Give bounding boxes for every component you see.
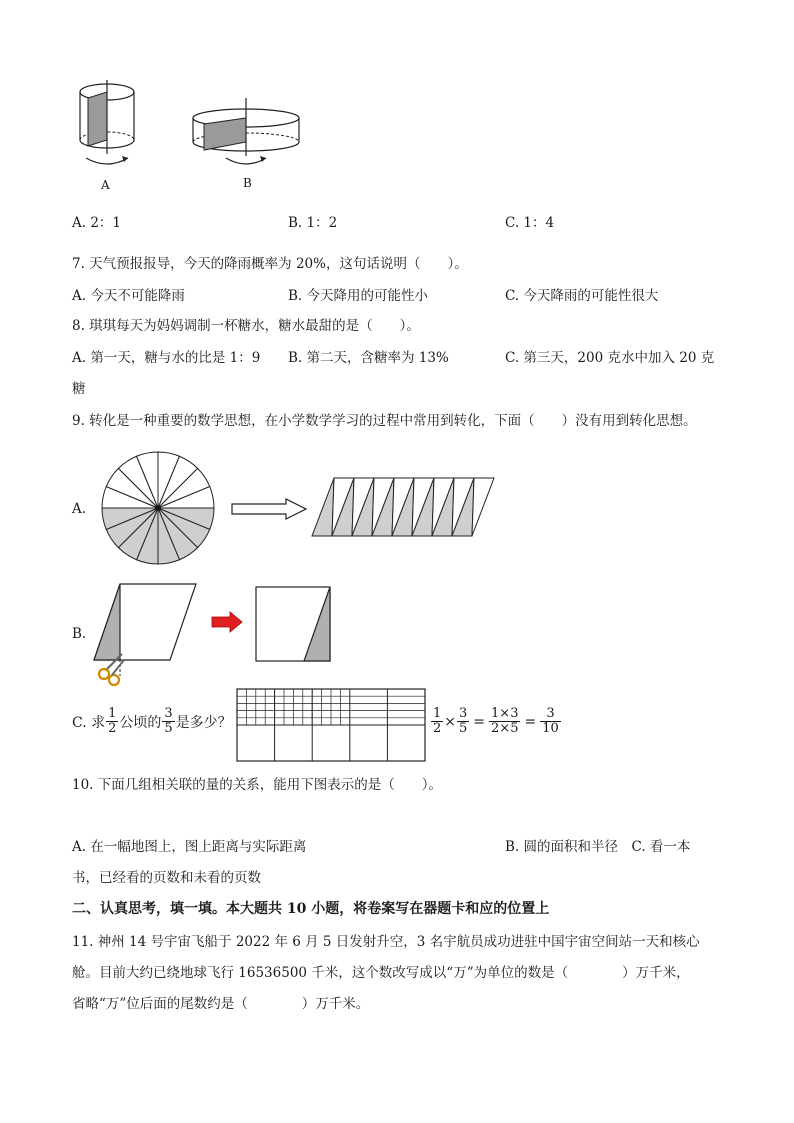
q8-option-c[interactable]: C. 第三天，200 克水中加入 20 克 — [505, 350, 715, 366]
q8-option-a[interactable]: A. 第一天，糖与水的比是 1：9 — [72, 350, 261, 366]
q7-option-c[interactable]: C. 今天降雨的可能性很大 — [505, 288, 659, 304]
q9-option-a-label[interactable]: A. — [72, 501, 87, 517]
sector-triangle-down — [472, 478, 494, 536]
q7-stem: 7. 天气预报报导，今天的降雨概率为 20%，这句话说明（ ）。 — [72, 256, 468, 272]
q9-c-prefix: C. 求 — [72, 714, 106, 731]
q11-line-1: 11. 神州 14 号宇宙飞船于 2022 年 6 月 5 日发射升空，3 名宇航员成功进驻中国宇宙空间站一天和核心 — [72, 934, 700, 950]
rectangle-result-figure — [255, 586, 335, 664]
figure-b-label: B — [243, 176, 252, 190]
equals-sign-2: = — [524, 713, 537, 730]
q10-option-c-continued: 书，已经看的页数和未看的页数 — [72, 870, 261, 886]
eq-fraction-1: $\frac{1}{2}$ — [433, 706, 442, 736]
transform-arrow — [230, 498, 310, 520]
q7-option-b[interactable]: B. 今天降用的可能性小 — [288, 288, 429, 304]
q9-option-b-label[interactable]: B. — [72, 626, 87, 642]
q9-c-suffix: 是多少？ — [175, 714, 232, 731]
q8-option-c-continued: 糖 — [72, 381, 86, 397]
cylinder-figure-b — [190, 96, 310, 176]
q9-c-mid: 公顷的 — [119, 714, 162, 731]
q6-option-b[interactable]: B. 1：2 — [288, 215, 338, 231]
fraction-three-fifths: $\frac{3}{5}$ — [164, 706, 173, 736]
q7-option-a[interactable]: A. 今天不可能降雨 — [72, 288, 185, 304]
q10-option-a[interactable]: A. 在一幅地图上，图上距离与实际距离 — [72, 839, 307, 855]
eq-fraction-4: $\frac{3}{10}$ — [542, 706, 559, 736]
circle-sectors-figure — [100, 450, 220, 570]
q10-stem: 10. 下面几组相关联的量的关系，能用下图表示的是（ ）。 — [72, 777, 443, 793]
q6-option-c[interactable]: C. 1：4 — [505, 215, 555, 231]
eq-fraction-2: $\frac{3}{5}$ — [459, 706, 468, 736]
fraction-one-half: $\frac{1}{2}$ — [108, 706, 117, 736]
red-arrow-icon — [212, 612, 244, 632]
sector-triangle-up — [312, 478, 334, 536]
q9-option-c[interactable] — [72, 707, 232, 736]
q9-stem: 9. 转化是一种重要的数学思想，在小学数学学习的过程中常用到转化，下面（ ）没有用到转化思想。 — [72, 413, 697, 429]
times-sign: × — [444, 713, 457, 730]
q11-line-2: 舱。目前大约已绕地球飞行 16536500 千米，这个数改写成以“万”为单位的数是（ ）万千米， — [72, 965, 690, 981]
q9-c-equation — [430, 707, 562, 736]
q10-option-bc[interactable]: B. 圆的面积和半径 C. 看一本 — [505, 839, 691, 855]
cylinder-figure-a — [70, 78, 150, 178]
parallelogram-triangles-figure — [310, 476, 500, 540]
figure-a-label: A — [101, 178, 110, 192]
q6-option-a[interactable]: A. 2：1 — [72, 215, 122, 231]
q8-option-b[interactable]: B. 第二天，含糖率为 13% — [288, 350, 449, 366]
q8-stem: 8. 琪琪每天为妈妈调制一杯糖水，糖水最甜的是（ ）。 — [72, 318, 420, 334]
equals-sign-1: = — [473, 713, 486, 730]
eq-fraction-3: $\frac{1\times 3}{2\times 5}$ — [491, 706, 519, 736]
q11-line-3: 省略“万”位后面的尾数约是（ ）万千米。 — [72, 996, 370, 1012]
parallelogram-cut-figure — [90, 580, 200, 690]
section-2-heading: 二、认真思考，填一填。本大题共 10 小题，将卷案写在器题卡和应的位置上 — [72, 901, 550, 917]
grid-area-model — [236, 688, 428, 764]
